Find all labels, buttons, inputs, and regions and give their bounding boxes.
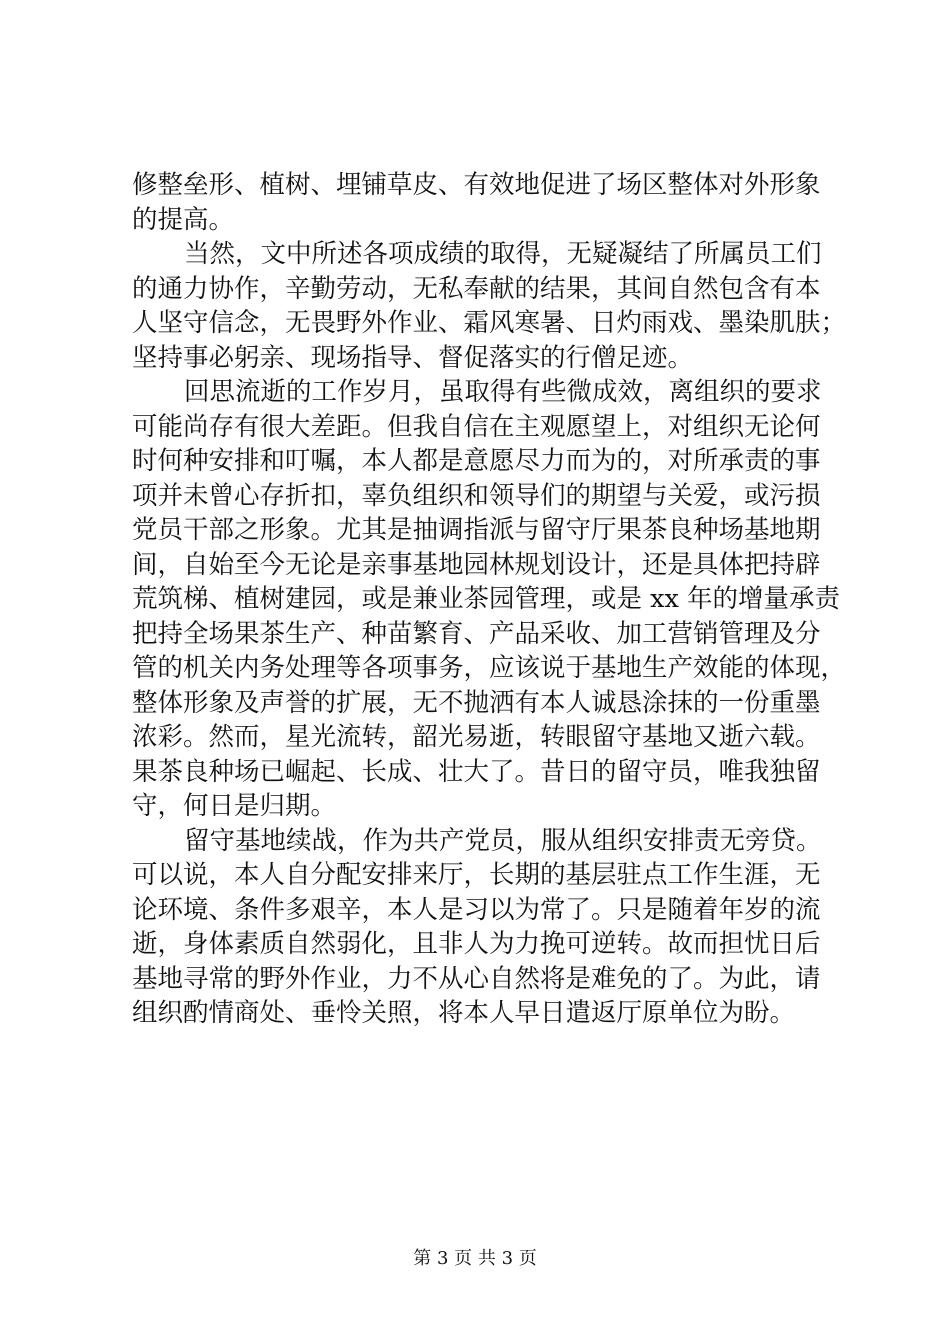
text-line: 逝，身体素质自然弱化，且非人为力挽可逆转。故而担忧日后 (132, 929, 821, 959)
page-footer (0, 1244, 950, 1270)
text-line: 可以说，本人自分配安排来厅，长期的基层驻点工作生涯，无 (132, 860, 821, 890)
text-line: 的通力协作，辛勤劳动，无私奉献的结果，其间自然包含有本 (132, 273, 821, 304)
page-number-label: 第 3 页 共 3 页 (413, 1248, 537, 1269)
text-line: 坚持事必躬亲、现场指导、督促落实的行僧足迹。 (132, 342, 694, 373)
text-line: 的提高。 (132, 204, 235, 235)
text-line: 项并未曾心存折扣，辜负组织和领导们的期望与关爱，或污损 (132, 480, 821, 511)
text-line: 党员干部之形象。尤其是抽调指派与留守厅果茶良种场基地期 (132, 515, 821, 545)
text-line: 基地寻常的野外作业，力不从心自然将是难免的了。为此，请 (132, 963, 821, 994)
text-line: 修整垒形、植树、埋铺草皮、有效地促进了场区整体对外形象 (132, 170, 821, 200)
text-line: 时何种安排和叮嘱，本人都是意愿尽力而为的，对所承责的事 (132, 446, 821, 476)
paragraph-start-line: 回思流逝的工作岁月，虽取得有些微成效，离组织的要求 (184, 377, 822, 407)
text-line: 组织酌情商处、垂怜关照，将本人早日遣返厅原单位为盼。 (132, 998, 796, 1028)
paragraph-start-line: 当然，文中所述各项成绩的取得，无疑凝结了所属员工们 (184, 239, 822, 269)
text-line: 管的机关内务处理等各项事务，应该说于基地生产效能的体现， (132, 653, 847, 683)
text-line: 论环境、条件多艰辛，本人是习以为常了。只是随着年岁的流 (132, 894, 821, 925)
text-line: 整体形象及声誉的扩展，无不抛洒有本人诚恳涂抹的一份重墨 (132, 687, 821, 718)
text-line: 果茶良种场已崛起、长成、壮大了。昔日的留守员，唯我独留 (132, 756, 821, 787)
text-line: 守，何日是归期。 (132, 791, 337, 821)
document-body (132, 168, 847, 1031)
text-line: 荒筑梯、植树建园，或是兼业茶园管理，或是 xx 年的增量承责 (132, 584, 840, 614)
text-line: 可能尚存有很大差距。但我自信在主观愿望上，对组织无论何 (132, 411, 821, 442)
text-line: 间，自始至今无论是亲事基地园林规划设计，还是具体把持辟 (132, 549, 821, 580)
paragraph-start-line: 留守基地续战，作为共产党员，服从组织安排责无旁贷。 (184, 825, 822, 856)
text-line: 人坚守信念，无畏野外作业、霜风寒暑、日灼雨戏、墨染肌肤； (132, 308, 847, 338)
text-line: 浓彩。然而，星光流转，韶光易逝，转眼留守基地又逝六载。 (132, 722, 821, 752)
text-line: 把持全场果茶生产、种苗繁育、产品采收、加工营销管理及分 (132, 618, 821, 649)
